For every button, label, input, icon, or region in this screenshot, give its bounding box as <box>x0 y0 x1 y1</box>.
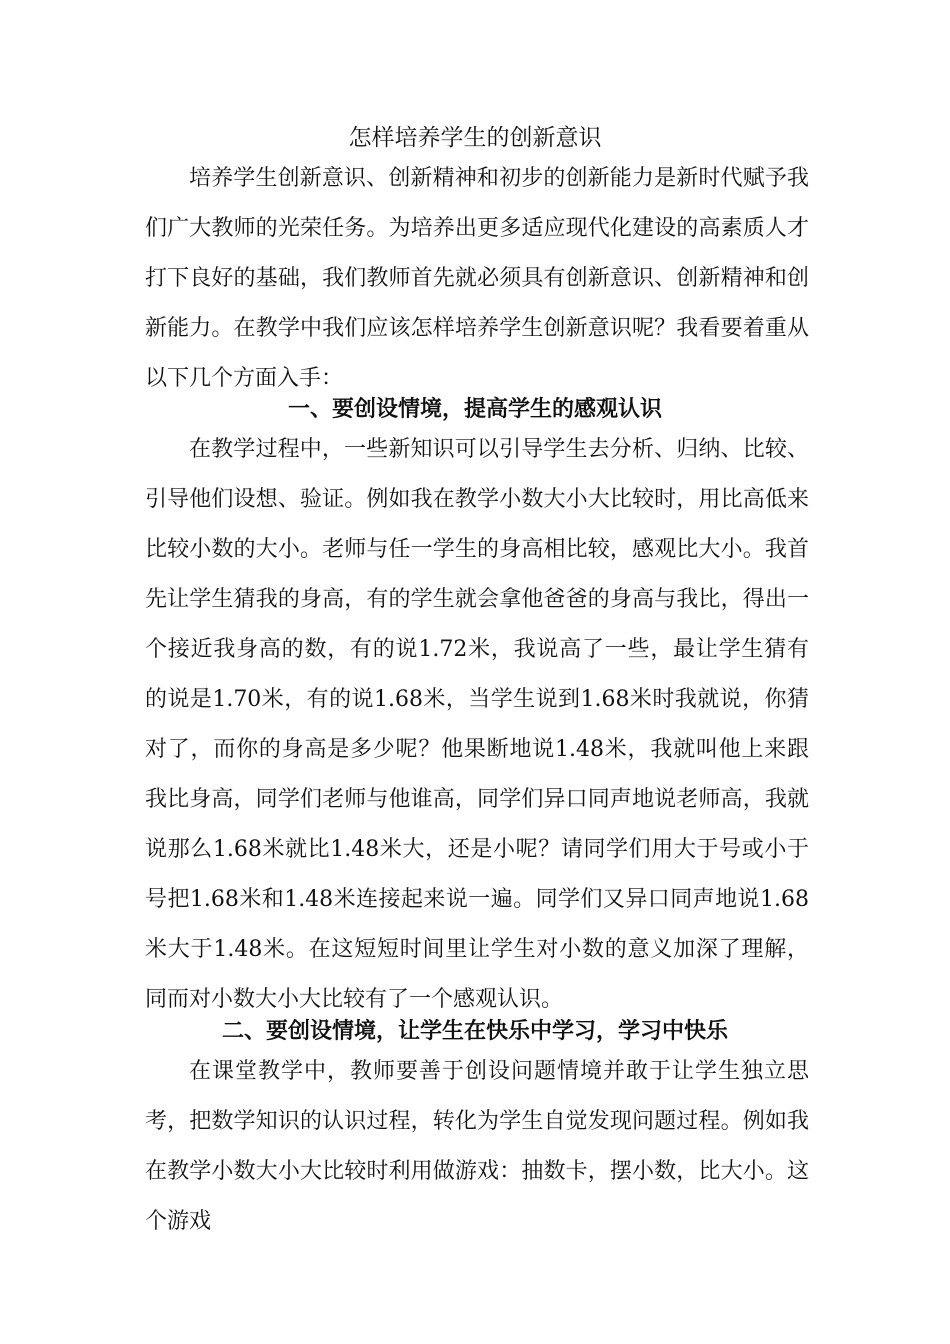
document-title: 怎样培养学生的创新意识 <box>348 125 602 151</box>
section-body-2: 在课堂教学中，教师要善于创设问题情境并敢于让学生独立思考，把数学知识的认识过程，转化为学生自觉发现问题过程。例如我在教学小数大小大比较时利用做游戏：抽数卡，摆小数，比大小。这个游戏 <box>145 1059 809 1234</box>
section-heading-1: 一、要创设情境，提高学生的感观认识 <box>287 397 662 422</box>
section-body-1: 在教学过程中，一些新知识可以引导学生去分析、归纳、比较、引导他们设想、验证。例如我在教学小数大小大比较时，用比高低来比较小数的大小。老师与任一学生的身高相比较，感观比大小。我首先让学生猜我的身高，有的学生就会拿他爸爸的身高与我比，得出一个接近我身高的数，有的说1.72米，我说高了一些，最让学生猜有的说是1.70米，有的说1.68米，当学生说到1.68米时我就说，你猜对了，而你的身高是多少呢？他果断地说1.48米，我就叫他上来跟我比身高，同学们老师与他谁高，同学们异口同声地说老师高，我就说那么1.68米就比1.48米大，还是小呢？请同学们用大于号或小于号把1.68米和1.48米连接起来说一遍。同学们又异口同声地说1.68米大于1.48米。在这短短时间里让学生对小数的意义加深了理解，同而对小数大小大比较有了一个感观认识。 <box>145 437 809 1012</box>
section-heading-2: 二、要创设情境，让学生在快乐中学习，学习中快乐 <box>221 1019 728 1044</box>
intro-paragraph: 培养学生创新意识、创新精神和初步的创新能力是新时代赋予我们广大教师的光荣任务。为培养出更多适应现代化建设的高素质人才打下良好的基础，我们教师首先就必须具有创新意识、创新精神和创新能力。在教学中我们应该怎样培养学生创新意识呢？我看要着重从以下几个方面入手： <box>145 166 809 391</box>
